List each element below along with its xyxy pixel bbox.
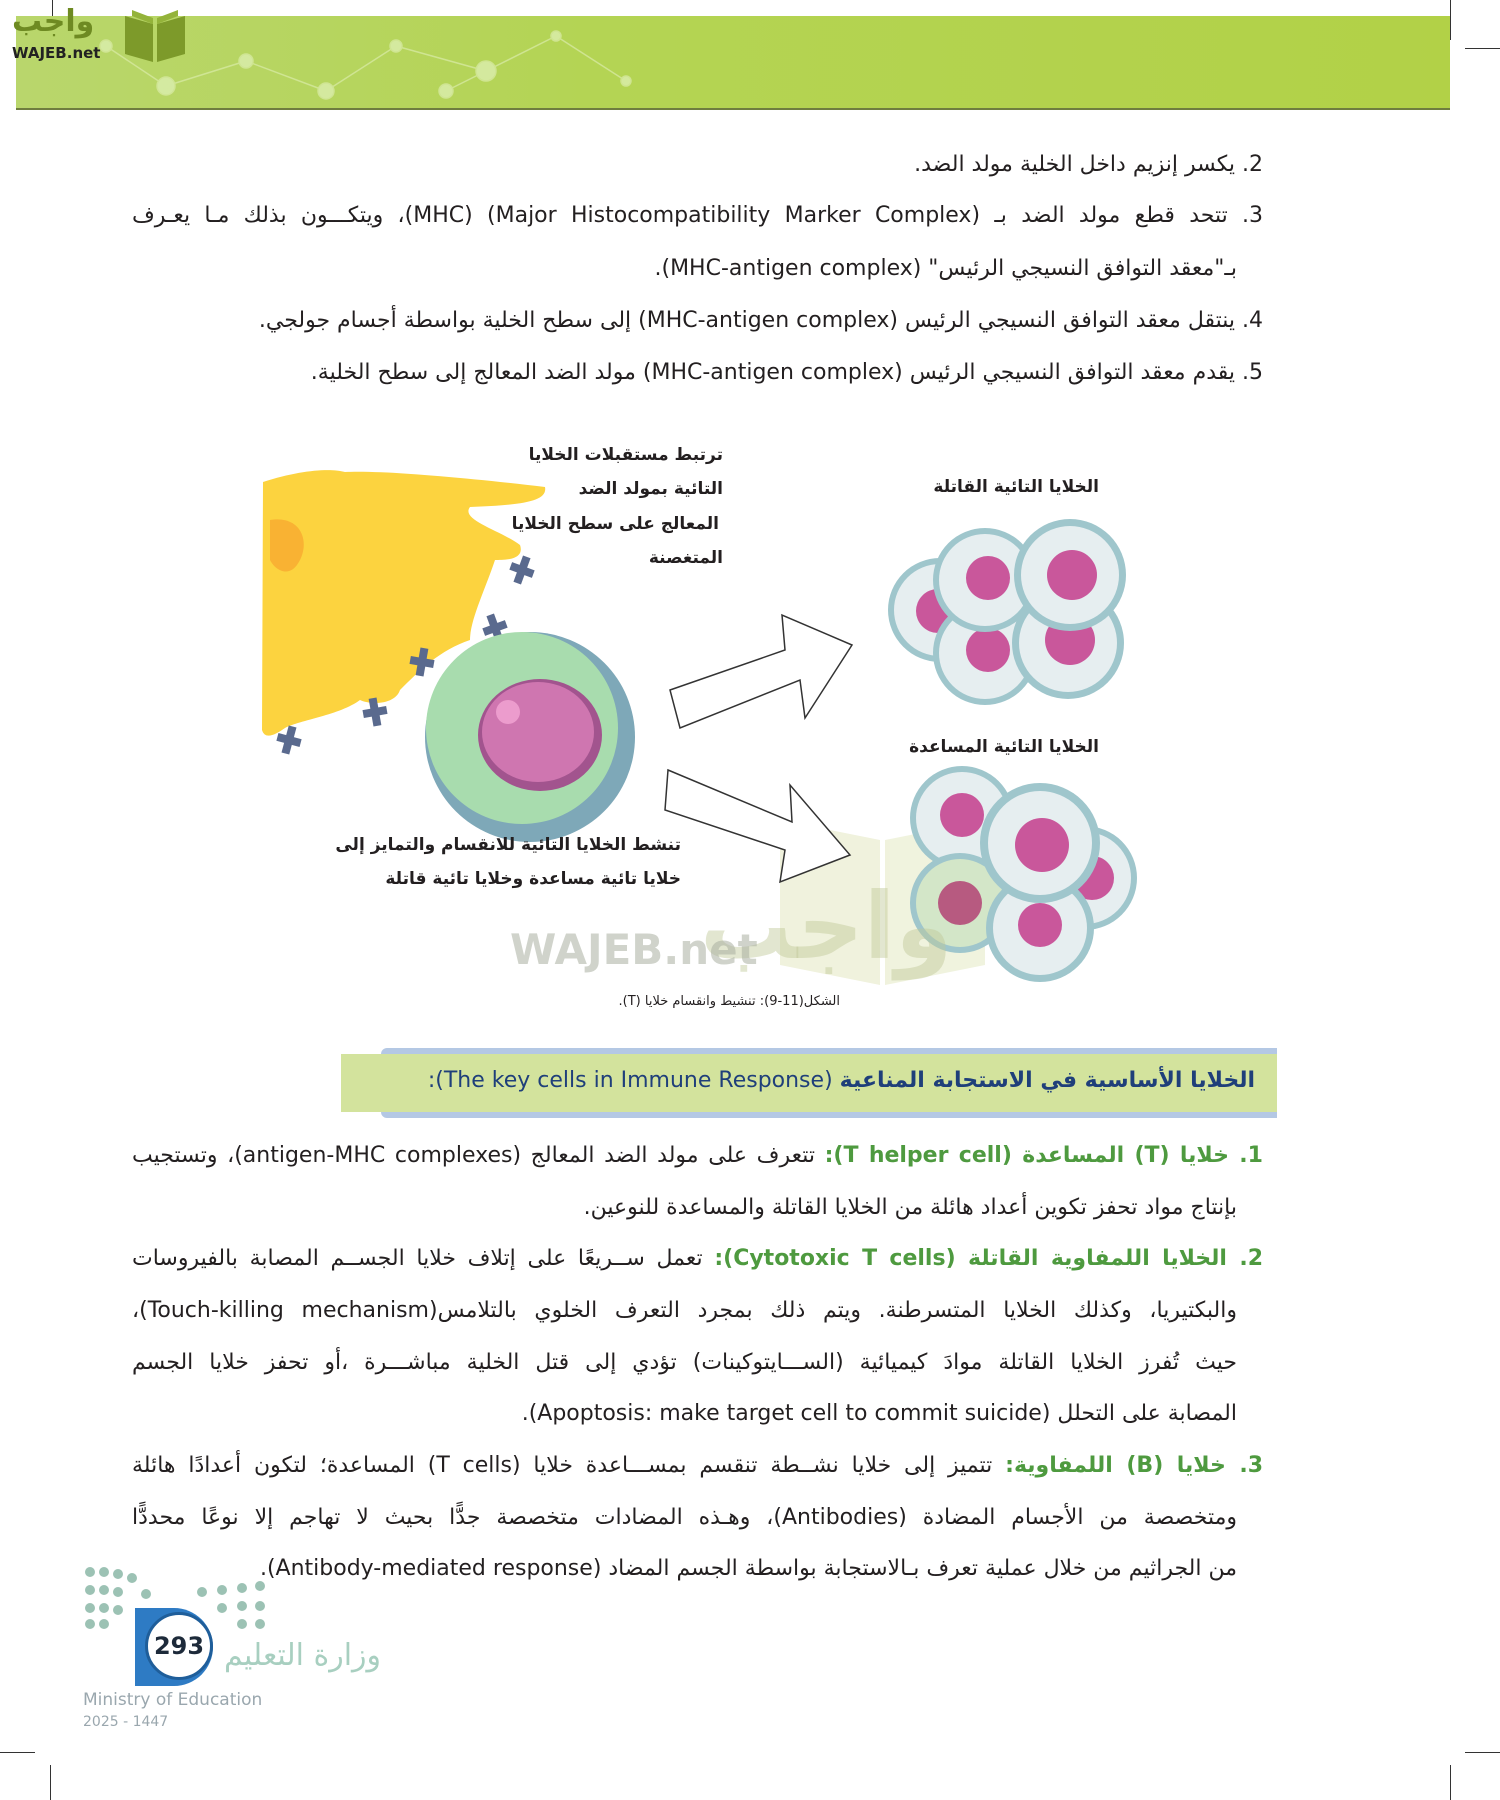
ministry-english: Ministry of Education — [83, 1690, 263, 1710]
figure-caption: الشكل(11-9): تنشيط وانقسام خلايا (T). — [618, 994, 840, 1009]
label-receptors-line: ترتبط مستقبلات الخلايا — [528, 445, 723, 465]
logo-arabic: واجب — [12, 4, 95, 39]
step-2: 2. يكسر إنزيم داخل الخلية مولد الضد. — [914, 152, 1263, 177]
arrow-icons — [665, 615, 852, 882]
item-1-text: تتعرف على مولد الضد المعالج (antigen-MHC complexes)، وتستجيب — [132, 1143, 825, 1168]
item-3-text: تتميز إلى خلايا نشــطة تنقسم بمســـاعدة خلايا (T cells) المساعدة؛ لتكون أعدادًا هائلة — [132, 1453, 1006, 1478]
year: 2025 - 1447 — [83, 1714, 169, 1730]
item-1 — [132, 1143, 1263, 1168]
item-3-title: 3. خلايا (B) اللمفاوية: — [1005, 1453, 1264, 1478]
item-2-cont: المصابة على التحلل (Apoptosis: make target cell to commit suicide). — [521, 1401, 1237, 1426]
step-4: 4. ينتقل معقد التوافق النسيجي الرئيس (MHC-antigen complex) إلى سطح الخلية بواسطة أجسام جولجي. — [258, 308, 1263, 333]
item-3-cont: ومتخصصة من الأجسام المضادة (Antibodies)، وهـذه المضادات متخصصة جدًّا بحيث لا تهاجم إلا نوعًا محددًّا — [132, 1505, 1237, 1530]
page-number: 293 — [145, 1612, 213, 1680]
item-2-cont: حيث تُفرز الخلايا القاتلة موادَ كيميائية (الســـايتوكينات) تؤدي إلى قتل الخلية مباشـــرة ،أو تحفز خلايا الجسم — [132, 1350, 1237, 1375]
crop-mark — [1465, 1752, 1500, 1753]
heading-rule-bottom — [381, 1112, 1277, 1118]
step-3-cont: بـ"معقد التوافق النسيجي الرئيس" (MHC-antigen complex). — [654, 256, 1237, 281]
item-1-cont: بإنتاج مواد تحفز تكوين أعداد هائلة من الخلايا القاتلة والمساعدة للنوعين. — [583, 1195, 1237, 1220]
item-2-text: تعمل ســريعًا على إتلاف خلايا الجســم المصابة بالفيروسات — [132, 1246, 715, 1271]
section-title-english: (The key cells in Immune Response): — [427, 1068, 840, 1093]
item-2-cont: والبكتيريا، وكذلك الخلايا المتسرطنة. ويتم ذلك بمجرد التعرف الخلوي بالتلامس(Touch-killing mechanism)، — [132, 1298, 1237, 1323]
watermark-arabic: واجب — [700, 873, 953, 980]
naive-t-cell — [425, 632, 635, 842]
step-5: 5. يقدم معقد التوافق النسيجي الرئيس (MHC-antigen complex) مولد الضد المعالج إلى سطح الخلية. — [310, 360, 1263, 385]
killer-t-cells — [888, 519, 1126, 705]
label-receptors-line: المتغصنة — [648, 548, 723, 568]
item-3-cont: من الجراثيم من خلال عملية تعرف بـالاستجابة بواسطة الجسم المضاد (Antibody-mediated response). — [259, 1556, 1237, 1581]
crop-mark — [1450, 1765, 1451, 1800]
item-2 — [132, 1246, 1263, 1271]
section-title-arabic: الخلايا الأساسية في الاستجابة المناعية — [839, 1068, 1255, 1093]
crop-mark — [50, 1765, 51, 1800]
step-3: 3. تتحد قطع مولد الضد بـ (Major Histocompatibility Marker Complex) (MHC)، ويتكـــون بذلك مـا يعـرف — [132, 203, 1264, 228]
item-1-title: 1. خلايا (T) المساعدة (T helper cell): — [824, 1143, 1263, 1168]
label-helper-cells: الخلايا التائية المساعدة — [909, 737, 1099, 757]
item-2-title: 2. الخلايا اللمفاوية القاتلة (Cytotoxic T cells): — [714, 1246, 1263, 1271]
logo-latin: WAJEB.net — [12, 44, 101, 62]
item-3 — [132, 1453, 1263, 1478]
label-killer-cells: الخلايا التائية القاتلة — [933, 477, 1099, 497]
label-receptors-line: المعالج على سطح الخلايا — [511, 514, 719, 534]
crop-mark — [0, 1752, 35, 1753]
watermark-latin: WAJEB.net — [510, 925, 758, 974]
ministry-arabic: وزارة التعليم — [224, 1638, 382, 1673]
label-activation-line: تنشط الخلايا التائية للانقسام والتمايز إلى — [335, 835, 681, 855]
label-activation-line: خلايا تائية مساعدة وخلايا تائية قاتلة — [385, 869, 681, 889]
section-heading — [341, 1054, 1277, 1112]
section-title — [428, 1068, 1255, 1093]
label-receptors-line: التائية بمولد الضد — [578, 479, 723, 499]
